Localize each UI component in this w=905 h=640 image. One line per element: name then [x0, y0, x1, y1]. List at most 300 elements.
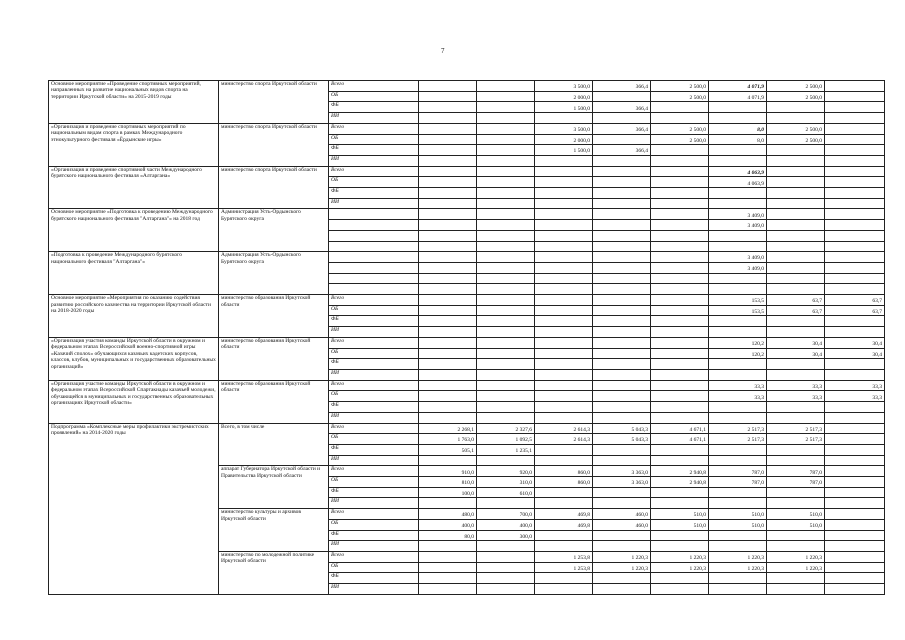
value-cell [825, 434, 885, 445]
funding-source-cell: ФБ [329, 402, 419, 413]
funding-source-cell: ИИ [329, 498, 419, 509]
value-cell [825, 562, 885, 573]
value-cell [477, 584, 535, 595]
value-cell [477, 166, 535, 177]
table-row [49, 252, 885, 263]
value-cell [535, 262, 593, 273]
value-cell [535, 177, 593, 188]
value-cell [651, 284, 709, 295]
funding-source-cell: ФБ [329, 359, 419, 370]
value-cell [825, 509, 885, 520]
value-cell [709, 573, 767, 584]
value-cell [419, 402, 477, 413]
value-cell: 860,0 [535, 466, 593, 477]
value-cell: 787,0 [709, 466, 767, 477]
value-cell [593, 498, 651, 509]
value-cell [767, 402, 825, 413]
value-cell [477, 391, 535, 402]
value-cell [709, 241, 767, 252]
value-cell: 1 220,3 [767, 562, 825, 573]
funding-source-cell: ОБ [329, 305, 419, 316]
funding-source-cell [329, 209, 419, 220]
value-cell [477, 337, 535, 348]
value-cell: 400,0 [477, 519, 535, 530]
funding-source-cell [329, 220, 419, 231]
funding-source-cell: ИИ [329, 327, 419, 338]
value-cell: 2 500,0 [651, 123, 709, 134]
value-cell [419, 262, 477, 273]
value-cell [535, 391, 593, 402]
value-cell: 33,3 [825, 380, 885, 391]
value-cell [709, 273, 767, 284]
value-cell [535, 541, 593, 552]
value-cell [419, 123, 477, 134]
value-cell [651, 444, 709, 455]
value-cell: 2 614,3 [535, 423, 593, 434]
value-cell [419, 145, 477, 156]
executor-cell: Администрация Усть-Ордынского Бурятского округа [219, 252, 329, 295]
value-cell [477, 573, 535, 584]
table-row [49, 81, 885, 92]
value-cell: 810,0 [419, 477, 477, 488]
value-cell [767, 155, 825, 166]
value-cell [651, 337, 709, 348]
value-cell: 33,3 [709, 380, 767, 391]
value-cell [419, 348, 477, 359]
value-cell [419, 498, 477, 509]
value-cell [767, 241, 825, 252]
value-cell [825, 188, 885, 199]
value-cell [419, 455, 477, 466]
executor-cell: министерство спорта Иркутской области [219, 81, 329, 124]
executor-cell: министерство образования Иркутской области [219, 380, 329, 423]
funding-source-cell: ОБ [329, 348, 419, 359]
value-cell: 310,0 [477, 477, 535, 488]
value-cell: 2 000,0 [535, 91, 593, 102]
value-cell [651, 455, 709, 466]
value-cell: 153,5 [709, 295, 767, 306]
value-cell [651, 316, 709, 327]
value-cell [825, 369, 885, 380]
value-cell: 2 517,3 [767, 434, 825, 445]
value-cell [535, 444, 593, 455]
value-cell [477, 284, 535, 295]
value-cell [535, 220, 593, 231]
value-cell [477, 541, 535, 552]
funding-source-cell: Всего [329, 295, 419, 306]
value-cell: 63,7 [767, 305, 825, 316]
value-cell [709, 455, 767, 466]
value-cell [709, 155, 767, 166]
value-cell: 2 500,0 [651, 134, 709, 145]
value-cell: 510,0 [709, 519, 767, 530]
value-cell [825, 284, 885, 295]
value-cell [825, 327, 885, 338]
value-cell [651, 113, 709, 124]
value-cell: 700,0 [477, 509, 535, 520]
program-cell: Основное мероприятие «Мероприятия по оказанию содействия развитию российского казачества на территории Иркутской области на 2018-2020 годы [49, 295, 219, 338]
value-cell [593, 487, 651, 498]
value-cell [709, 584, 767, 595]
value-cell: 63,7 [825, 305, 885, 316]
value-cell [651, 348, 709, 359]
value-cell [767, 177, 825, 188]
value-cell [651, 305, 709, 316]
value-cell [419, 102, 477, 113]
program-cell: Основное мероприятие «Подготовка к проведению Международного бурятского национального фестиваля "Алтаргана"» на 2018 год [49, 209, 219, 252]
value-cell [477, 81, 535, 92]
value-cell [419, 166, 477, 177]
value-cell: 3 409,0 [709, 220, 767, 231]
value-cell [767, 412, 825, 423]
value-cell [709, 359, 767, 370]
value-cell: 300,0 [477, 530, 535, 541]
value-cell [767, 113, 825, 124]
value-cell [419, 188, 477, 199]
value-cell: 33,3 [767, 391, 825, 402]
value-cell [651, 220, 709, 231]
value-cell: 1 220,3 [767, 551, 825, 562]
funding-source-cell: ФБ [329, 145, 419, 156]
value-cell: 30,4 [825, 348, 885, 359]
value-cell [419, 412, 477, 423]
value-cell: 8,0 [709, 123, 767, 134]
value-cell [593, 327, 651, 338]
executor-cell: министерство спорта Иркутской области [219, 166, 329, 209]
value-cell [709, 327, 767, 338]
value-cell [825, 423, 885, 434]
value-cell [593, 305, 651, 316]
value-cell: 920,0 [477, 466, 535, 477]
value-cell [477, 551, 535, 562]
value-cell [651, 584, 709, 595]
value-cell: 510,0 [651, 519, 709, 530]
value-cell [825, 573, 885, 584]
value-cell [535, 166, 593, 177]
value-cell [535, 284, 593, 295]
value-cell [825, 81, 885, 92]
value-cell: 3 409,0 [709, 252, 767, 263]
value-cell [477, 316, 535, 327]
value-cell: 2 500,0 [767, 81, 825, 92]
funding-source-cell: ФБ [329, 530, 419, 541]
value-cell [825, 359, 885, 370]
value-cell: 2 940,8 [651, 466, 709, 477]
value-cell [825, 455, 885, 466]
value-cell [419, 327, 477, 338]
value-cell [767, 102, 825, 113]
program-cell: «Организация и проведение спортивных мероприятий по национальным видам спорта в рамках Международного этнокультурного фестиваля «Ёрдынские игры» [49, 123, 219, 166]
value-cell: 1 220,3 [651, 551, 709, 562]
value-cell: 366,4 [593, 102, 651, 113]
value-cell [419, 573, 477, 584]
table-row [49, 380, 885, 391]
value-cell [419, 252, 477, 263]
value-cell [767, 209, 825, 220]
value-cell [651, 530, 709, 541]
value-cell [535, 584, 593, 595]
value-cell [825, 402, 885, 413]
value-cell [825, 262, 885, 273]
value-cell: 2 517,3 [767, 423, 825, 434]
funding-source-cell [329, 273, 419, 284]
funding-source-cell: Всего [329, 380, 419, 391]
value-cell [825, 498, 885, 509]
funding-source-cell: ИИ [329, 155, 419, 166]
table-row [49, 295, 885, 306]
value-cell [825, 198, 885, 209]
value-cell [767, 530, 825, 541]
value-cell [825, 145, 885, 156]
value-cell: 1 253,8 [535, 562, 593, 573]
executor-cell: Всего, в том числе [219, 423, 329, 466]
value-cell: 366,4 [593, 145, 651, 156]
value-cell: 3 500,0 [535, 81, 593, 92]
value-cell [419, 220, 477, 231]
value-cell: 100,0 [419, 487, 477, 498]
value-cell [419, 177, 477, 188]
value-cell [767, 188, 825, 199]
value-cell [477, 134, 535, 145]
program-cell: Подпрограмма «Комплексные меры профилактики экстремистских проявлений» на 2014-2020 годы [49, 423, 219, 594]
funding-source-cell: ФБ [329, 444, 419, 455]
funding-source-cell: ИИ [329, 113, 419, 124]
value-cell [651, 241, 709, 252]
funding-source-cell: ФБ [329, 188, 419, 199]
value-cell [593, 380, 651, 391]
value-cell [593, 573, 651, 584]
funding-source-cell: Всего [329, 423, 419, 434]
value-cell: 787,0 [767, 477, 825, 488]
value-cell [767, 316, 825, 327]
value-cell: 2 500,0 [767, 91, 825, 102]
value-cell [535, 198, 593, 209]
value-cell [477, 327, 535, 338]
value-cell: 787,0 [767, 466, 825, 477]
value-cell: 8,0 [709, 134, 767, 145]
value-cell: 3 363,0 [593, 477, 651, 488]
funding-source-cell: ИИ [329, 584, 419, 595]
value-cell [593, 348, 651, 359]
page-number: 7 [441, 47, 445, 55]
value-cell [651, 295, 709, 306]
value-cell [825, 530, 885, 541]
value-cell [419, 391, 477, 402]
value-cell [593, 198, 651, 209]
value-cell [651, 327, 709, 338]
value-cell [767, 541, 825, 552]
value-cell [825, 209, 885, 220]
funding-source-cell: ОБ [329, 519, 419, 530]
value-cell [825, 241, 885, 252]
value-cell: 30,4 [767, 337, 825, 348]
value-cell [477, 209, 535, 220]
funding-source-cell: ФБ [329, 102, 419, 113]
value-cell [593, 359, 651, 370]
value-cell [535, 412, 593, 423]
value-cell [593, 284, 651, 295]
value-cell [709, 102, 767, 113]
value-cell [477, 220, 535, 231]
funding-source-cell: ИИ [329, 198, 419, 209]
value-cell: 63,7 [825, 295, 885, 306]
value-cell [477, 113, 535, 124]
value-cell [709, 369, 767, 380]
value-cell: 33,3 [709, 391, 767, 402]
value-cell [477, 498, 535, 509]
value-cell: 1 235,1 [477, 444, 535, 455]
value-cell: 480,0 [419, 509, 477, 520]
value-cell [825, 102, 885, 113]
value-cell [593, 188, 651, 199]
value-cell [593, 177, 651, 188]
value-cell [477, 273, 535, 284]
value-cell [651, 177, 709, 188]
value-cell: 33,3 [767, 380, 825, 391]
value-cell [535, 113, 593, 124]
value-cell [535, 380, 593, 391]
value-cell: 30,4 [825, 337, 885, 348]
value-cell: 400,0 [419, 519, 477, 530]
value-cell [535, 487, 593, 498]
value-cell [477, 348, 535, 359]
value-cell: 3 500,0 [535, 123, 593, 134]
funding-source-cell: ИИ [329, 455, 419, 466]
value-cell [593, 337, 651, 348]
value-cell: 120,2 [709, 348, 767, 359]
value-cell [477, 198, 535, 209]
funding-source-cell: ФБ [329, 573, 419, 584]
value-cell [767, 498, 825, 509]
value-cell [477, 177, 535, 188]
funding-source-cell: Всего [329, 509, 419, 520]
value-cell [593, 220, 651, 231]
value-cell [825, 252, 885, 263]
value-cell [535, 305, 593, 316]
value-cell: 2 268,1 [419, 423, 477, 434]
value-cell [535, 273, 593, 284]
value-cell [825, 155, 885, 166]
value-cell: 2 500,0 [767, 123, 825, 134]
funding-source-cell: ИИ [329, 369, 419, 380]
value-cell [419, 562, 477, 573]
value-cell [767, 327, 825, 338]
value-cell: 1 220,3 [593, 562, 651, 573]
value-cell [477, 380, 535, 391]
budget-table [48, 80, 885, 595]
value-cell [477, 369, 535, 380]
value-cell [593, 209, 651, 220]
value-cell: 469,8 [535, 519, 593, 530]
value-cell [651, 230, 709, 241]
value-cell [767, 444, 825, 455]
program-cell: «Организация участия команды Иркутской области в окружном и федеральном этапах Всероссийской военно-спортивной игры «Казачий сполох» обучающихся казачьих кадетских корпусов, классов, клубов, муниципальных и государственных образовательных организаций» [49, 337, 219, 380]
value-cell [825, 584, 885, 595]
value-cell [651, 573, 709, 584]
value-cell [651, 166, 709, 177]
value-cell [419, 305, 477, 316]
value-cell [651, 145, 709, 156]
value-cell [419, 241, 477, 252]
value-cell [651, 252, 709, 263]
value-cell: 153,5 [709, 305, 767, 316]
value-cell [419, 369, 477, 380]
funding-source-cell [329, 241, 419, 252]
funding-source-cell: ИИ [329, 541, 419, 552]
funding-source-cell: Всего [329, 81, 419, 92]
value-cell [477, 102, 535, 113]
value-cell [535, 209, 593, 220]
value-cell [709, 113, 767, 124]
value-cell [477, 562, 535, 573]
value-cell [535, 359, 593, 370]
value-cell [825, 123, 885, 134]
value-cell [593, 91, 651, 102]
value-cell [535, 498, 593, 509]
value-cell [419, 81, 477, 92]
value-cell [593, 369, 651, 380]
value-cell: 2 500,0 [651, 81, 709, 92]
value-cell [651, 198, 709, 209]
value-cell [477, 295, 535, 306]
funding-source-cell: ОБ [329, 434, 419, 445]
funding-source-cell: ОБ [329, 562, 419, 573]
value-cell [651, 369, 709, 380]
value-cell [709, 145, 767, 156]
executor-cell: министерство образования Иркутской области [219, 295, 329, 338]
value-cell [709, 498, 767, 509]
value-cell [477, 252, 535, 263]
value-cell [767, 584, 825, 595]
value-cell [419, 134, 477, 145]
value-cell: 1 500,0 [535, 102, 593, 113]
value-cell [767, 145, 825, 156]
value-cell: 3 409,0 [709, 209, 767, 220]
value-cell: 1 253,8 [535, 551, 593, 562]
value-cell [419, 284, 477, 295]
value-cell: 4 071,9 [709, 91, 767, 102]
value-cell [767, 359, 825, 370]
value-cell [651, 402, 709, 413]
value-cell: 469,8 [535, 509, 593, 520]
value-cell [419, 155, 477, 166]
value-cell: 2 517,3 [709, 434, 767, 445]
value-cell [593, 262, 651, 273]
value-cell: 2 000,0 [535, 134, 593, 145]
value-cell [593, 166, 651, 177]
value-cell [767, 220, 825, 231]
value-cell [709, 541, 767, 552]
value-cell: 1 500,0 [535, 145, 593, 156]
value-cell [767, 273, 825, 284]
value-cell [419, 551, 477, 562]
program-cell: Основное мероприятие «Проведение спортивных мероприятий, направленных на развитие национальных видов спорта на территории Иркутской области» на 2015-2019 годы [49, 81, 219, 124]
executor-cell: Администрация Усть-Ордынского Бурятского округа [219, 209, 329, 252]
value-cell [477, 241, 535, 252]
value-cell [535, 369, 593, 380]
value-cell [709, 412, 767, 423]
value-cell: 4 671,1 [651, 434, 709, 445]
value-cell [477, 230, 535, 241]
value-cell [651, 412, 709, 423]
value-cell [477, 359, 535, 370]
value-cell [535, 530, 593, 541]
value-cell [535, 402, 593, 413]
value-cell [825, 91, 885, 102]
value-cell: 1 220,3 [593, 551, 651, 562]
value-cell [767, 573, 825, 584]
value-cell [419, 273, 477, 284]
